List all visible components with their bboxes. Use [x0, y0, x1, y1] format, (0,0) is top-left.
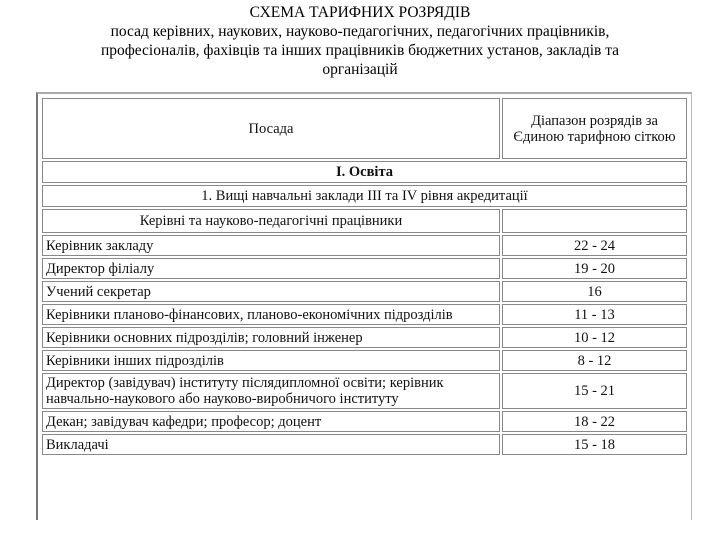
position-cell: Викладачі: [42, 434, 500, 455]
position-cell: Директор філіалу: [42, 258, 500, 279]
table-body: [42, 235, 687, 455]
heading-line-3: професіоналів, фахівців та інших працівників бюджетних установ, закладів та: [100, 42, 620, 59]
table-row: [42, 350, 687, 371]
group-title: Керівні та науково-педагогічні працівники: [42, 209, 500, 233]
heading-title: СХЕМА ТАРИФНИХ РОЗРЯДІВ: [249, 4, 471, 21]
range-cell: 18 - 22: [502, 411, 687, 432]
heading-line-4: організацій: [322, 61, 398, 78]
heading-line-2: посад керівних, наукових, науково-педагогічних, педагогічних працівників,: [110, 23, 610, 40]
range-cell: 22 - 24: [502, 235, 687, 256]
range-cell: 10 - 12: [502, 327, 687, 348]
position-cell: Керівники основних підрозділів; головний інженер: [42, 327, 500, 348]
position-cell: Учений секретар: [42, 281, 500, 302]
range-cell: 11 - 13: [502, 304, 687, 325]
tariff-table-frame: [36, 92, 692, 520]
column-header-position: Посада: [42, 98, 500, 159]
group-row: [42, 209, 687, 233]
range-cell: 16: [502, 281, 687, 302]
table-row: [42, 235, 687, 256]
table-row: [42, 434, 687, 455]
tariff-table: [40, 96, 689, 457]
table-row: [42, 258, 687, 279]
table-row: [42, 411, 687, 432]
subsection-title: 1. Вищі навчальні заклади ІІІ та IV рівня акредитації: [42, 185, 687, 207]
table-header-row: [42, 98, 687, 159]
section-row: [42, 161, 687, 183]
range-cell: 15 - 18: [502, 434, 687, 455]
subsection-row: [42, 185, 687, 207]
position-cell: Керівник закладу: [42, 235, 500, 256]
table-row: [42, 304, 687, 325]
column-header-range: Діапазон розрядів за Єдиною тарифною сіткою: [502, 98, 687, 159]
table-row: [42, 373, 687, 409]
position-cell: Керівники інших підрозділів: [42, 350, 500, 371]
position-cell: Директор (завідувач) інституту післядипломної освіти; керівник навчально-наукового або науково-виробничого інституту: [42, 373, 500, 409]
document-heading: [40, 3, 680, 79]
range-cell: 19 - 20: [502, 258, 687, 279]
position-cell: Керівники планово-фінансових, планово-економічних підрозділів: [42, 304, 500, 325]
range-cell: 8 - 12: [502, 350, 687, 371]
section-title: І. Освіта: [42, 161, 687, 183]
group-range-empty: [502, 209, 687, 233]
table-row: [42, 281, 687, 302]
table-row: [42, 327, 687, 348]
position-cell: Декан; завідувач кафедри; професор; доцент: [42, 411, 500, 432]
range-cell: 15 - 21: [502, 373, 687, 409]
